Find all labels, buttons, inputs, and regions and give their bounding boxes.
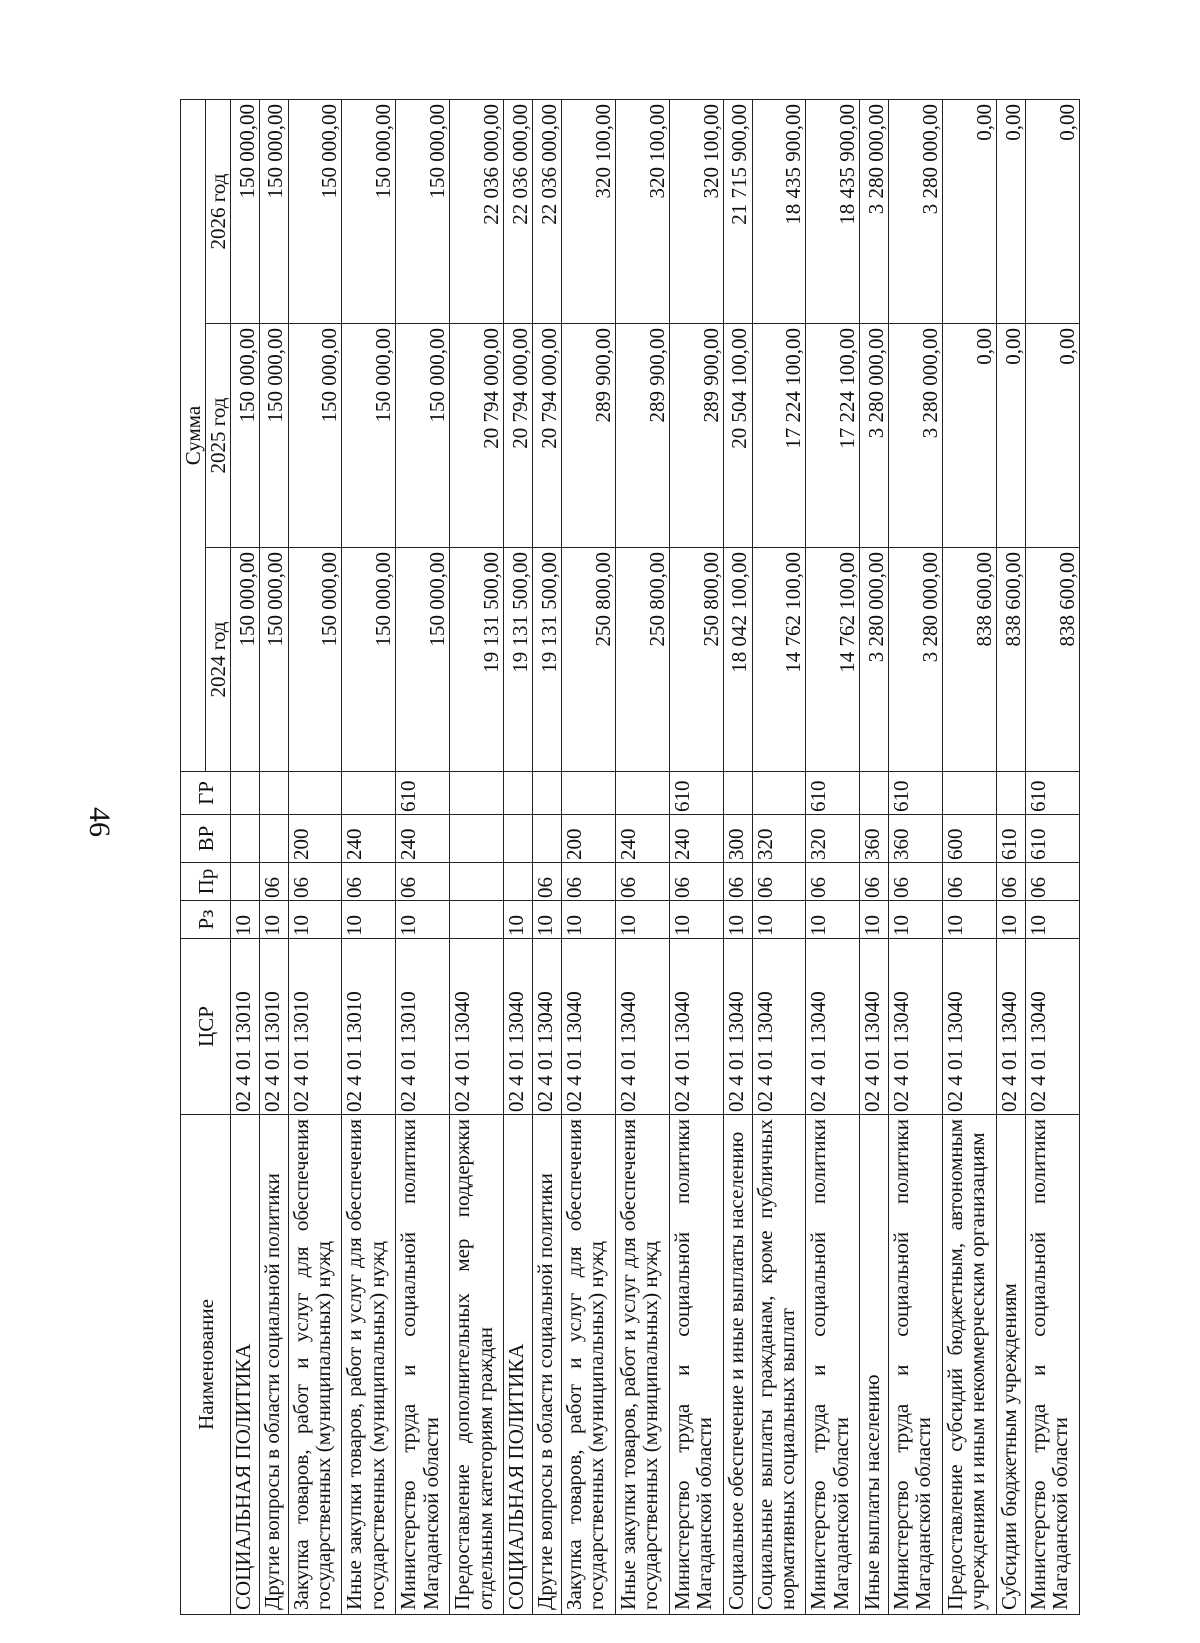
row-sum-2024-cell: 3 280 000,00 <box>889 548 943 772</box>
row-gr-cell: 610 <box>889 772 943 815</box>
row-name-cell: Другие вопросы в области социальной политики <box>259 1115 288 1615</box>
row-vr-cell <box>450 815 504 863</box>
row-sum-2024-cell: 3 280 000,00 <box>860 548 889 772</box>
row-rz-cell: 10 <box>1025 901 1079 939</box>
row-pr-cell: 06 <box>561 863 615 901</box>
row-pr-cell: 06 <box>396 863 450 901</box>
row-pr-cell: 06 <box>288 863 342 901</box>
row-pr-cell: 06 <box>723 863 752 901</box>
header-sum: Сумма <box>181 99 206 771</box>
header-vr: ВР <box>181 815 231 863</box>
row-vr-cell <box>504 815 533 863</box>
row-vr-cell: 200 <box>561 815 615 863</box>
row-csr-cell: 02 4 01 13010 <box>231 939 260 1115</box>
row-sum-2024-cell: 14 762 100,00 <box>752 548 806 772</box>
row-sum-2024-cell: 838 600,00 <box>943 548 997 772</box>
table-row <box>997 99 1026 1614</box>
header-year-2026: 2026 год <box>206 99 231 323</box>
header-row-1 <box>181 99 206 1614</box>
row-name-cell: Иные закупки товаров, работ и услуг для обеспечения государственных (муниципальных) нужд <box>342 1115 396 1615</box>
row-name-cell: Министерство труда и социальной политики Магаданской области <box>1025 1115 1079 1615</box>
row-vr-cell: 320 <box>806 815 860 863</box>
table-row <box>669 99 723 1614</box>
row-csr-cell: 02 4 01 13010 <box>396 939 450 1115</box>
row-vr-cell: 240 <box>615 815 669 863</box>
table-row <box>533 99 562 1614</box>
row-vr-cell: 200 <box>288 815 342 863</box>
row-sum-2026-cell: 21 715 900,00 <box>723 99 752 323</box>
header-year-2025: 2025 год <box>206 324 231 548</box>
row-gr-cell <box>504 772 533 815</box>
row-sum-2026-cell: 0,00 <box>997 99 1026 323</box>
header-pr: Пр <box>181 863 231 901</box>
row-gr-cell <box>231 772 260 815</box>
row-vr-cell <box>231 815 260 863</box>
row-pr-cell: 06 <box>1025 863 1079 901</box>
row-sum-2026-cell: 150 000,00 <box>288 99 342 323</box>
row-sum-2024-cell: 838 600,00 <box>997 548 1026 772</box>
row-rz-cell: 10 <box>806 901 860 939</box>
row-csr-cell: 02 4 01 13040 <box>669 939 723 1115</box>
row-csr-cell: 02 4 01 13010 <box>259 939 288 1115</box>
row-sum-2025-cell: 289 900,00 <box>615 324 669 548</box>
row-pr-cell: 06 <box>806 863 860 901</box>
page-number: 46 <box>83 807 116 837</box>
row-gr-cell: 610 <box>396 772 450 815</box>
table-row <box>943 99 997 1614</box>
row-name-cell: Иные выплаты населению <box>860 1115 889 1615</box>
row-sum-2026-cell: 150 000,00 <box>259 99 288 323</box>
row-csr-cell: 02 4 01 13010 <box>342 939 396 1115</box>
row-sum-2024-cell: 250 800,00 <box>615 548 669 772</box>
table-row <box>723 99 752 1614</box>
table-row <box>889 99 943 1614</box>
row-name-cell: Предоставление дополнительных мер поддержки отдельным категориям граждан <box>450 1115 504 1615</box>
row-vr-cell <box>533 815 562 863</box>
row-pr-cell: 06 <box>342 863 396 901</box>
row-pr-cell: 06 <box>889 863 943 901</box>
row-sum-2024-cell: 150 000,00 <box>396 548 450 772</box>
row-csr-cell: 02 4 01 13040 <box>752 939 806 1115</box>
header-csr: ЦСР <box>181 939 231 1115</box>
row-gr-cell <box>615 772 669 815</box>
row-sum-2025-cell: 150 000,00 <box>342 324 396 548</box>
row-gr-cell <box>723 772 752 815</box>
table-header <box>181 99 231 1614</box>
row-sum-2025-cell: 150 000,00 <box>288 324 342 548</box>
table-row <box>860 99 889 1614</box>
row-sum-2026-cell: 22 036 000,00 <box>450 99 504 323</box>
row-sum-2024-cell: 18 042 100,00 <box>723 548 752 772</box>
row-sum-2024-cell: 19 131 500,00 <box>533 548 562 772</box>
table-row <box>806 99 860 1614</box>
row-csr-cell: 02 4 01 13040 <box>889 939 943 1115</box>
row-gr-cell <box>860 772 889 815</box>
row-sum-2024-cell: 150 000,00 <box>288 548 342 772</box>
row-gr-cell <box>943 772 997 815</box>
row-vr-cell: 300 <box>723 815 752 863</box>
row-gr-cell <box>997 772 1026 815</box>
row-rz-cell: 10 <box>669 901 723 939</box>
row-sum-2025-cell: 20 794 000,00 <box>533 324 562 548</box>
row-rz-cell <box>450 901 504 939</box>
row-name-cell: Закупка товаров, работ и услуг для обеспечения государственных (муниципальных) нужд <box>561 1115 615 1615</box>
row-sum-2025-cell: 20 794 000,00 <box>504 324 533 548</box>
row-sum-2024-cell: 19 131 500,00 <box>450 548 504 772</box>
row-name-cell: СОЦИАЛЬНАЯ ПОЛИТИКА <box>504 1115 533 1615</box>
row-csr-cell: 02 4 01 13040 <box>504 939 533 1115</box>
row-sum-2024-cell: 250 800,00 <box>669 548 723 772</box>
row-sum-2025-cell: 289 900,00 <box>561 324 615 548</box>
row-vr-cell: 240 <box>396 815 450 863</box>
row-name-cell: Закупка товаров, работ и услуг для обеспечения государственных (муниципальных) нужд <box>288 1115 342 1615</box>
row-sum-2026-cell: 150 000,00 <box>342 99 396 323</box>
row-rz-cell: 10 <box>342 901 396 939</box>
row-csr-cell: 02 4 01 13040 <box>615 939 669 1115</box>
row-sum-2026-cell: 150 000,00 <box>396 99 450 323</box>
table-row <box>752 99 806 1614</box>
budget-table-container <box>180 100 1080 1615</box>
row-name-cell: Социальное обеспечение и иные выплаты населению <box>723 1115 752 1615</box>
row-csr-cell: 02 4 01 13040 <box>533 939 562 1115</box>
row-gr-cell <box>450 772 504 815</box>
header-gr: ГР <box>181 772 231 815</box>
row-sum-2026-cell: 0,00 <box>943 99 997 323</box>
row-pr-cell: 06 <box>752 863 806 901</box>
row-rz-cell: 10 <box>752 901 806 939</box>
row-sum-2026-cell: 18 435 900,00 <box>752 99 806 323</box>
row-sum-2024-cell: 150 000,00 <box>259 548 288 772</box>
row-rz-cell: 10 <box>231 901 260 939</box>
row-sum-2026-cell: 22 036 000,00 <box>504 99 533 323</box>
table-row <box>504 99 533 1614</box>
row-vr-cell: 600 <box>943 815 997 863</box>
row-name-cell: Министерство труда и социальной политики Магаданской области <box>396 1115 450 1615</box>
row-csr-cell: 02 4 01 13040 <box>997 939 1026 1115</box>
row-rz-cell: 10 <box>259 901 288 939</box>
header-rz: Рз <box>181 901 231 939</box>
row-sum-2025-cell: 17 224 100,00 <box>752 324 806 548</box>
row-sum-2025-cell: 17 224 100,00 <box>806 324 860 548</box>
row-sum-2025-cell: 0,00 <box>943 324 997 548</box>
row-vr-cell: 360 <box>889 815 943 863</box>
table-body <box>231 99 1080 1614</box>
row-vr-cell: 610 <box>997 815 1026 863</box>
row-csr-cell: 02 4 01 13040 <box>860 939 889 1115</box>
row-gr-cell: 610 <box>669 772 723 815</box>
row-rz-cell: 10 <box>504 901 533 939</box>
row-csr-cell: 02 4 01 13040 <box>723 939 752 1115</box>
table-row <box>1025 99 1079 1614</box>
row-sum-2024-cell: 19 131 500,00 <box>504 548 533 772</box>
row-sum-2025-cell: 150 000,00 <box>231 324 260 548</box>
row-name-cell: Иные закупки товаров, работ и услуг для обеспечения государственных (муниципальных) нужд <box>615 1115 669 1615</box>
row-sum-2024-cell: 150 000,00 <box>342 548 396 772</box>
row-pr-cell: 06 <box>533 863 562 901</box>
budget-table <box>180 99 1080 1615</box>
row-gr-cell <box>288 772 342 815</box>
row-name-cell: СОЦИАЛЬНАЯ ПОЛИТИКА <box>231 1115 260 1615</box>
row-pr-cell <box>450 863 504 901</box>
row-csr-cell: 02 4 01 13040 <box>806 939 860 1115</box>
table-row <box>342 99 396 1614</box>
row-sum-2025-cell: 3 280 000,00 <box>860 324 889 548</box>
row-sum-2025-cell: 20 794 000,00 <box>450 324 504 548</box>
table-row <box>288 99 342 1614</box>
row-rz-cell: 10 <box>561 901 615 939</box>
row-rz-cell: 10 <box>615 901 669 939</box>
row-gr-cell <box>259 772 288 815</box>
row-sum-2026-cell: 0,00 <box>1025 99 1079 323</box>
row-sum-2024-cell: 150 000,00 <box>231 548 260 772</box>
row-sum-2025-cell: 20 504 100,00 <box>723 324 752 548</box>
row-sum-2025-cell: 0,00 <box>997 324 1026 548</box>
header-name: Наименование <box>181 1115 231 1615</box>
row-rz-cell: 10 <box>396 901 450 939</box>
row-pr-cell: 06 <box>997 863 1026 901</box>
table-row <box>259 99 288 1614</box>
row-csr-cell: 02 4 01 13040 <box>561 939 615 1115</box>
row-name-cell: Субсидии бюджетным учреждениям <box>997 1115 1026 1615</box>
row-rz-cell: 10 <box>533 901 562 939</box>
rotated-table-frame <box>180 100 1080 1615</box>
row-pr-cell: 06 <box>669 863 723 901</box>
row-vr-cell: 240 <box>342 815 396 863</box>
row-vr-cell: 360 <box>860 815 889 863</box>
row-rz-cell: 10 <box>997 901 1026 939</box>
row-name-cell: Другие вопросы в области социальной политики <box>533 1115 562 1615</box>
row-pr-cell: 06 <box>860 863 889 901</box>
row-name-cell: Министерство труда и социальной политики Магаданской области <box>806 1115 860 1615</box>
row-rz-cell: 10 <box>860 901 889 939</box>
row-pr-cell: 06 <box>943 863 997 901</box>
row-sum-2026-cell: 22 036 000,00 <box>533 99 562 323</box>
row-gr-cell <box>533 772 562 815</box>
row-sum-2026-cell: 150 000,00 <box>231 99 260 323</box>
row-name-cell: Предоставление субсидий бюджетным, автономным учреждениям и иным некоммерческим организациям <box>943 1115 997 1615</box>
row-csr-cell: 02 4 01 13040 <box>450 939 504 1115</box>
row-name-cell: Министерство труда и социальной политики Магаданской области <box>669 1115 723 1615</box>
row-rz-cell: 10 <box>889 901 943 939</box>
row-sum-2026-cell: 320 100,00 <box>615 99 669 323</box>
row-csr-cell: 02 4 01 13040 <box>943 939 997 1115</box>
row-sum-2024-cell: 14 762 100,00 <box>806 548 860 772</box>
row-pr-cell <box>231 863 260 901</box>
row-sum-2026-cell: 320 100,00 <box>669 99 723 323</box>
row-vr-cell: 610 <box>1025 815 1079 863</box>
row-rz-cell: 10 <box>943 901 997 939</box>
table-row <box>231 99 260 1614</box>
row-pr-cell <box>504 863 533 901</box>
row-pr-cell: 06 <box>259 863 288 901</box>
row-sum-2026-cell: 320 100,00 <box>561 99 615 323</box>
table-row <box>561 99 615 1614</box>
header-year-2024: 2024 год <box>206 548 231 772</box>
row-gr-cell <box>342 772 396 815</box>
row-sum-2024-cell: 838 600,00 <box>1025 548 1079 772</box>
row-sum-2026-cell: 3 280 000,00 <box>889 99 943 323</box>
row-rz-cell: 10 <box>288 901 342 939</box>
row-gr-cell <box>752 772 806 815</box>
row-rz-cell: 10 <box>723 901 752 939</box>
row-sum-2025-cell: 150 000,00 <box>396 324 450 548</box>
row-name-cell: Социальные выплаты гражданам, кроме публичных нормативных социальных выплат <box>752 1115 806 1615</box>
row-csr-cell: 02 4 01 13040 <box>1025 939 1079 1115</box>
row-pr-cell: 06 <box>615 863 669 901</box>
table-row <box>615 99 669 1614</box>
row-gr-cell: 610 <box>1025 772 1079 815</box>
table-row <box>396 99 450 1614</box>
table-row <box>450 99 504 1614</box>
row-sum-2025-cell: 150 000,00 <box>259 324 288 548</box>
row-sum-2025-cell: 0,00 <box>1025 324 1079 548</box>
row-gr-cell: 610 <box>806 772 860 815</box>
row-vr-cell: 320 <box>752 815 806 863</box>
row-sum-2025-cell: 3 280 000,00 <box>889 324 943 548</box>
row-sum-2025-cell: 289 900,00 <box>669 324 723 548</box>
row-gr-cell <box>561 772 615 815</box>
row-vr-cell <box>259 815 288 863</box>
row-name-cell: Министерство труда и социальной политики Магаданской области <box>889 1115 943 1615</box>
row-vr-cell: 240 <box>669 815 723 863</box>
row-sum-2026-cell: 3 280 000,00 <box>860 99 889 323</box>
row-sum-2024-cell: 250 800,00 <box>561 548 615 772</box>
row-sum-2026-cell: 18 435 900,00 <box>806 99 860 323</box>
row-csr-cell: 02 4 01 13010 <box>288 939 342 1115</box>
